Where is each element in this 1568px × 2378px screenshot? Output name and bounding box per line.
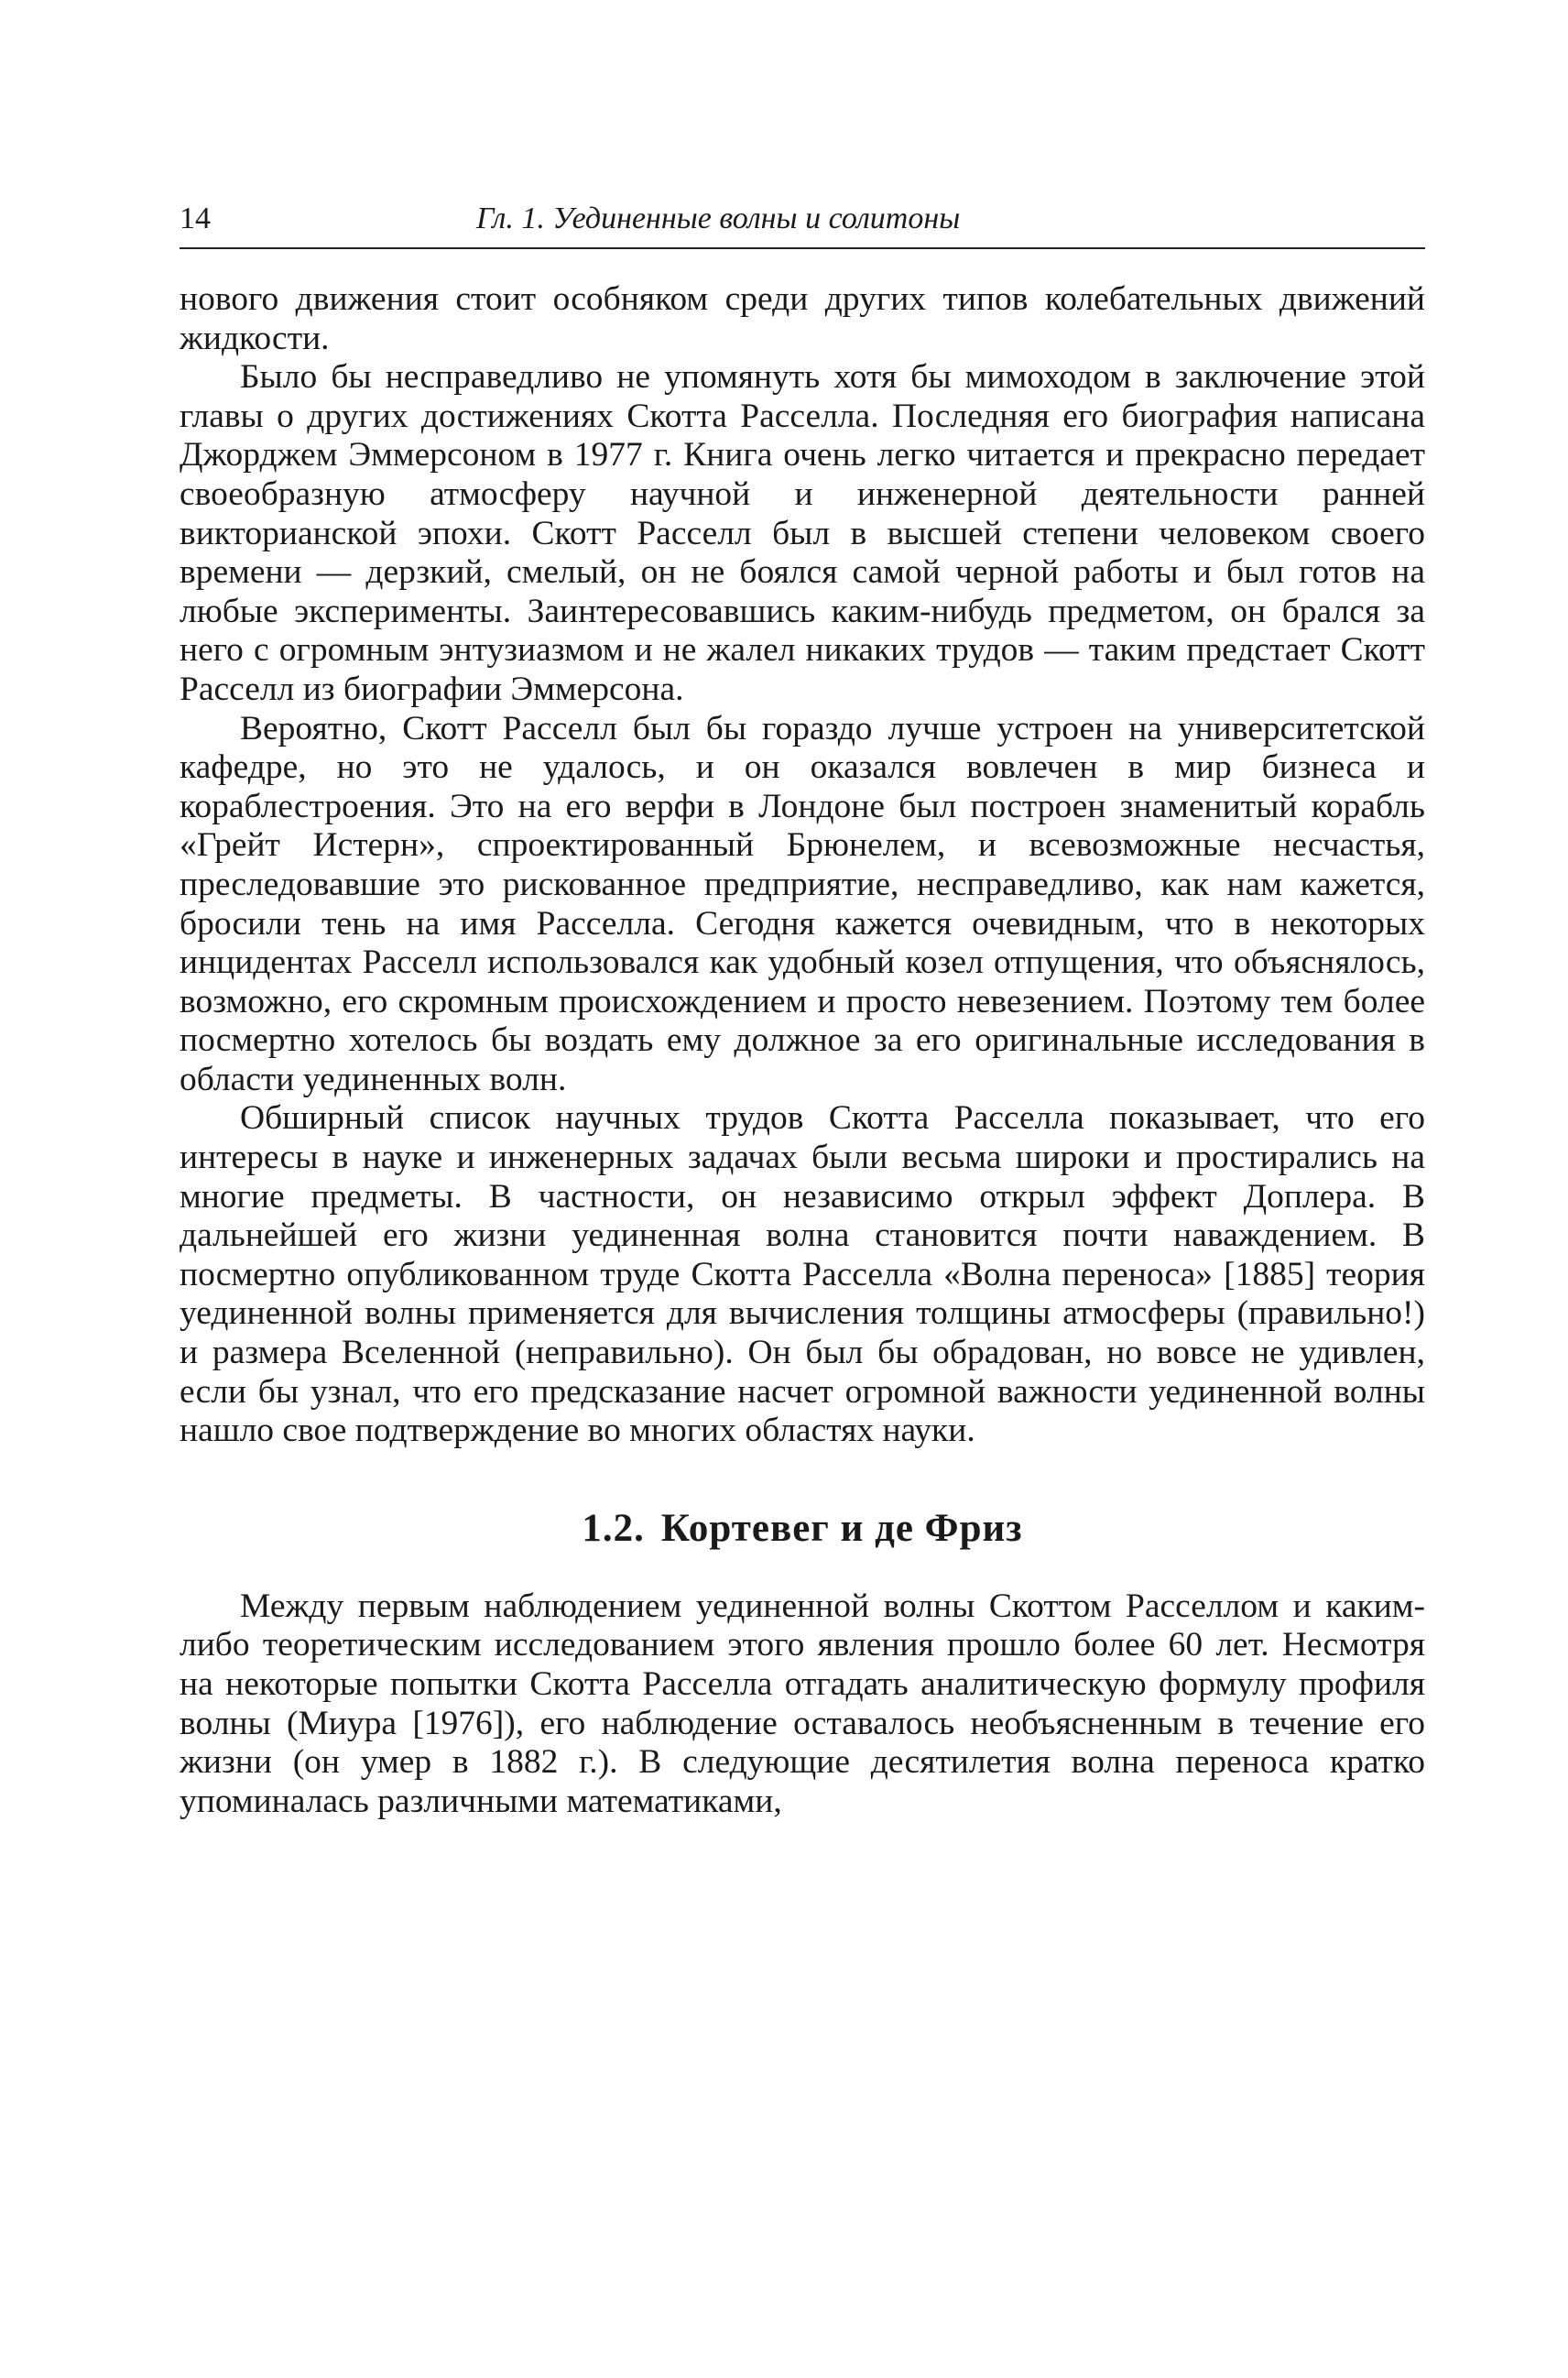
paragraph: Вероятно, Скотт Расселл был бы гораздо лучше устроен на университетской кафедре, но это не удалось, и он оказался вовлечен в мир бизнеса и кораблестроения. Это на его верфи в Лондоне был построен знаменитый корабль «Грейт Истерн», спроектированный Брюнелем, и всевозможные несчастья, преследовавшие это рискованное предприятие, несправедливо, как нам кажется, бросили тень на имя Расселла. Сегодня кажется очевидным, что в некоторых инцидентах Расселл использовался как удобный козел отпущения, что объяснялось, возможно, его скромным происхождением и просто невезением. Поэтому тем более посмертно хотелось бы воздать ему должное за его оригинальные исследования в области уединенных волн. — [180, 709, 1425, 1098]
paragraph: Между первым наблюдением уединенной волны Скоттом Расселлом и каким-либо теоретическим исследованием этого явления прошло более 60 лет. Несмотря на некоторые попытки Скотта Расселла отгадать аналитическую формулу профиля волны (Миура [1976]), его наблюдение оставалось необъясненным в течение его жизни (он умер в 1882 г.). В следующие десятилетия волна переноса кратко упоминалась различными математиками, — [180, 1587, 1425, 1820]
body-text — [180, 280, 1425, 1821]
section-number: 1.2. — [582, 1506, 645, 1550]
running-head — [180, 192, 1425, 249]
paragraph-continuation: нового движения стоит особняком среди других типов колебательных движений жидкости. — [180, 280, 1425, 357]
paragraph: Было бы несправедливо не упомянуть хотя бы мимоходом в заключение этой главы о других достижениях Скотта Расселла. Последняя его биография написана Джорджем Эммерсоном в 1977 г. Книга очень легко читается и прекрасно передает своеобразную атмосферу научной и инженерной деятельности ранней викторианской эпохи. Скотт Расселл был в высшей степени человеком своего времени — дерзкий, смелый, он не боялся самой черной работы и был готов на любые эксперименты. Заинтересовавшись каким-нибудь предметом, он брался за него с огромным энтузиазмом и не жалел никаких трудов — таким предстает Скотт Расселл из биографии Эммерсона. — [180, 358, 1425, 708]
page-number: 14 — [180, 202, 211, 235]
section-title: Кортевег и де Фриз — [660, 1506, 1023, 1550]
section-heading — [180, 1506, 1425, 1551]
chapter-title: Гл. 1. Уединенные волны и солитоны — [476, 202, 961, 235]
paragraph: Обширный список научных трудов Скотта Расселла показывает, что его интересы в науке и инженерных задачах были весьма широки и простирались на многие предметы. В частности, он независимо открыл эффект Доплера. В дальнейшей его жизни уединенная волна становится почти наваждением. В посмертно опубликованном труде Скотта Расселла «Волна переноса» [1885] теория уединенной волны применяется для вычисления толщины атмосферы (правильно!) и размера Вселенной (неправильно). Он был бы обрадован, но вовсе не удивлен, если бы узнал, что его предсказание насчет огромной важности уединенной волны нашло свое подтверждение во многих областях науки. — [180, 1099, 1425, 1450]
